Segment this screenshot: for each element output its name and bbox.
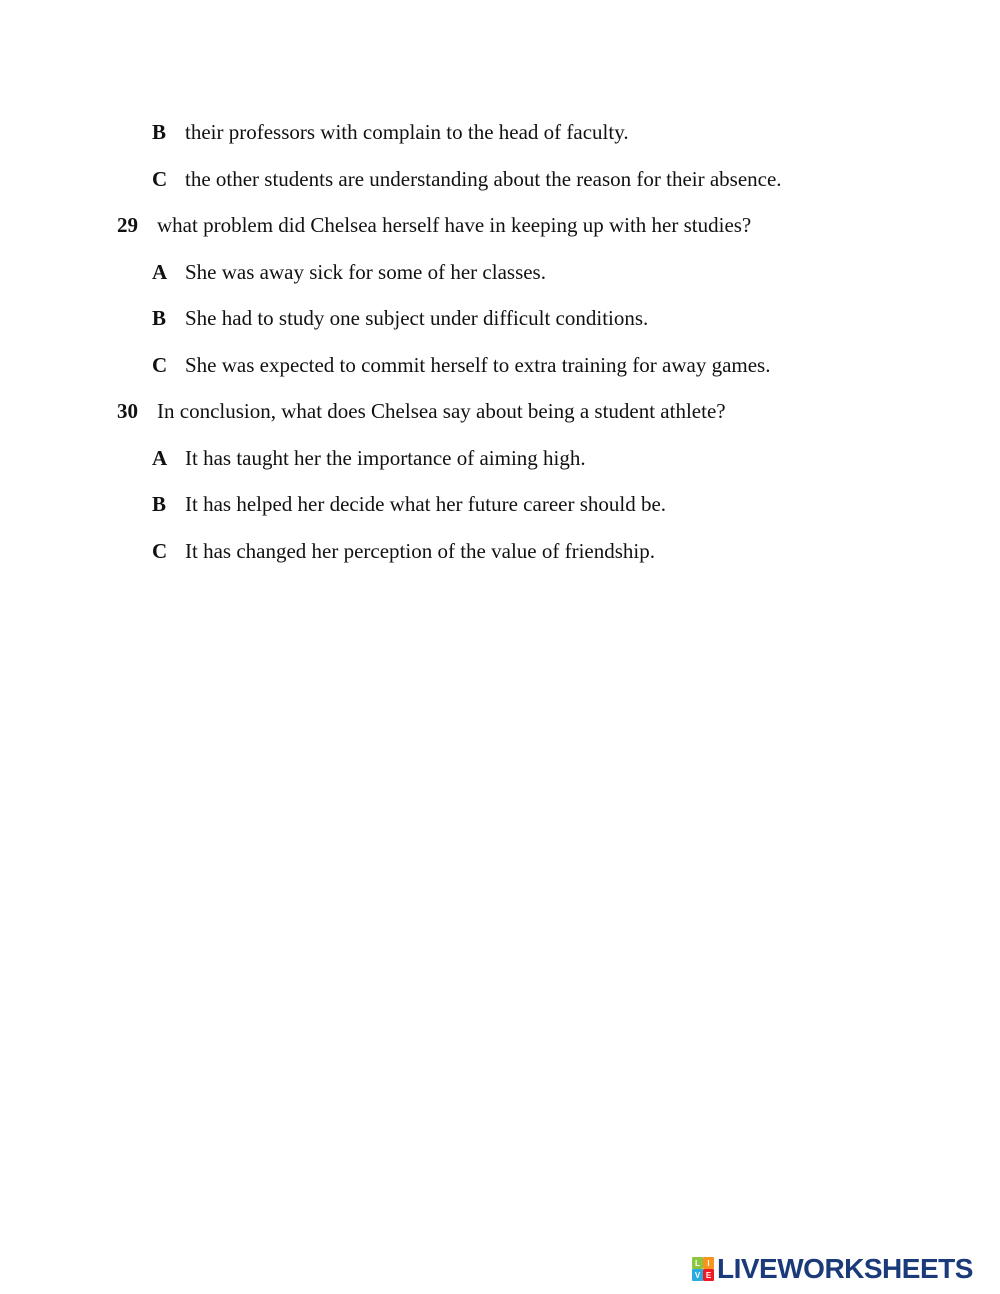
q28-option-c[interactable] bbox=[152, 166, 782, 192]
q30-option-b[interactable] bbox=[152, 491, 666, 517]
option-text: It has helped her decide what her future career should be. bbox=[185, 492, 667, 516]
option-text: She was expected to commit herself to extra training for away games. bbox=[185, 353, 771, 377]
option-letter: B bbox=[152, 492, 167, 516]
q30-option-a[interactable] bbox=[152, 445, 586, 471]
question-text: In conclusion, what does Chelsea say about being a student athlete? bbox=[157, 399, 726, 423]
option-letter: B bbox=[152, 120, 167, 144]
question-number: 30 bbox=[117, 399, 138, 423]
q29-option-a[interactable] bbox=[152, 259, 546, 285]
option-letter: C bbox=[152, 353, 168, 377]
option-text: She had to study one subject under difficult conditions. bbox=[185, 306, 649, 330]
option-text: She was away sick for some of her classes. bbox=[185, 260, 546, 284]
option-letter: A bbox=[152, 446, 168, 470]
q30-option-c[interactable] bbox=[152, 538, 655, 564]
logo-letter-e: E bbox=[703, 1269, 714, 1281]
option-text: It has taught her the importance of aiming high. bbox=[185, 446, 586, 470]
question-text: what problem did Chelsea herself have in keeping up with her studies? bbox=[157, 213, 752, 237]
option-letter: C bbox=[152, 539, 168, 563]
option-text: It has changed her perception of the value of friendship. bbox=[185, 539, 655, 563]
liveworksheets-logo-icon bbox=[692, 1257, 714, 1281]
q29-option-c[interactable] bbox=[152, 352, 770, 378]
q28-option-b[interactable] bbox=[152, 119, 629, 145]
question-number: 29 bbox=[117, 213, 138, 237]
logo-letter-l: L bbox=[692, 1257, 703, 1269]
option-text: the other students are understanding about the reason for their absence. bbox=[185, 167, 782, 191]
question-29 bbox=[117, 212, 751, 238]
liveworksheets-brand bbox=[692, 1254, 973, 1284]
logo-letter-v: V bbox=[692, 1269, 703, 1281]
logo-letter-i: I bbox=[703, 1257, 714, 1269]
question-30 bbox=[117, 398, 726, 424]
option-letter: C bbox=[152, 167, 168, 191]
option-text: their professors with complain to the head of faculty. bbox=[185, 120, 629, 144]
q29-option-b[interactable] bbox=[152, 305, 648, 331]
brand-name: LIVEWORKSHEETS bbox=[717, 1253, 973, 1284]
option-letter: A bbox=[152, 260, 168, 284]
option-letter: B bbox=[152, 306, 167, 330]
